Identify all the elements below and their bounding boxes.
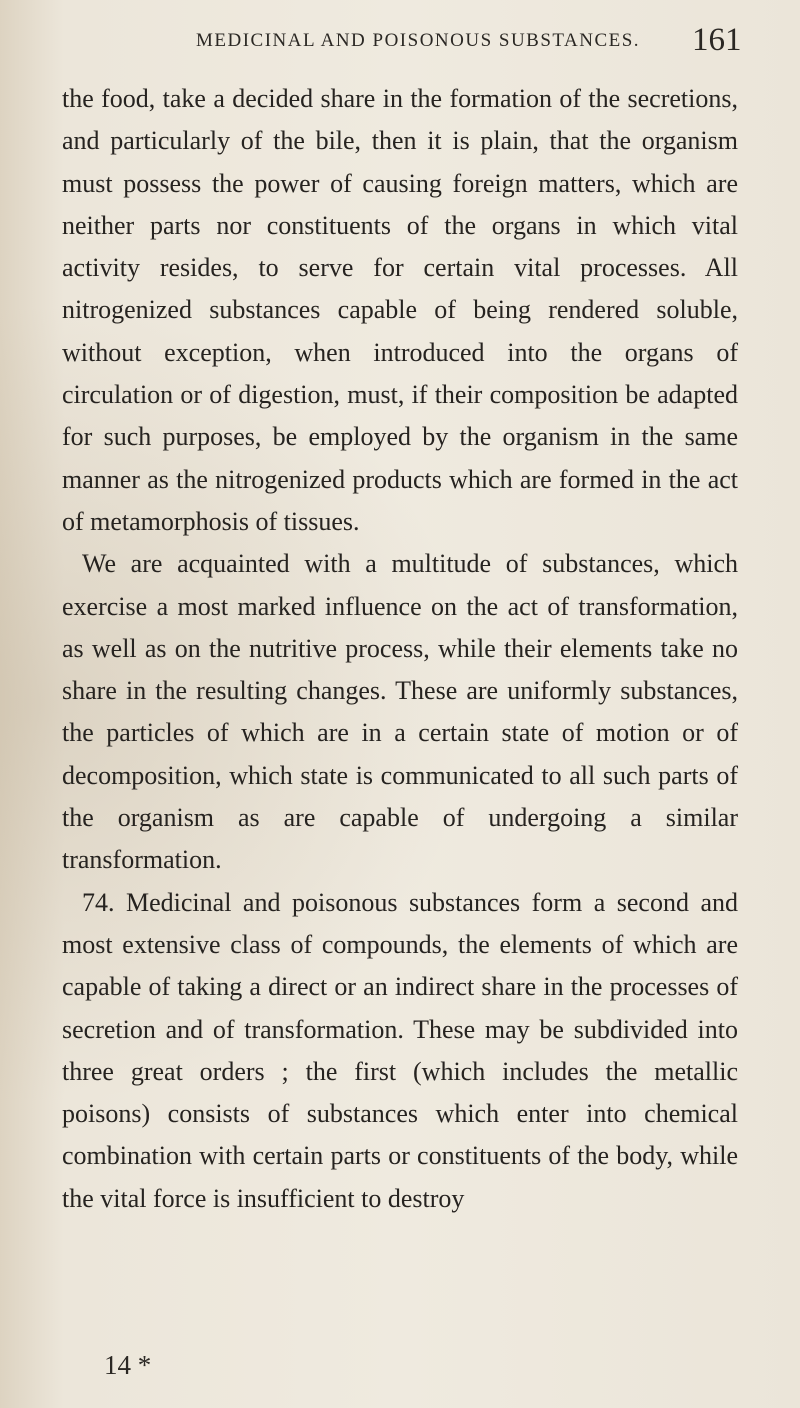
paragraph-substances-influence: We are acquainted with a multitude of substances, which exercise a most marked influence on the act of transformation, as well as on the nutritive process, while their elements take no share in the resulting changes. These are uniformly substances, the particles of which are in a certain state of motion or of decomposition, which state is communicated to all such parts of the organism as are capable of undergoing a similar transformation. — [62, 549, 738, 875]
paragraph-continuation: the food, take a decided share in the formation of the secretions, and particularly of the bile, then it is plain, that the organism must possess the power of causing foreign matters, which are neither parts nor constituents of the organs in which vital activity resides, to serve for certain vital processes. All nitrogenized substances capable of being rendered soluble, without exception, when introduced into the organs of circulation or of digestion, must, if their composition be adapted for such purposes, be employed by the organism in the same manner as the nitrogenized products which are formed in the act of metamorphosis of tissues. — [62, 84, 738, 536]
paragraph-section-74: 74. Medicinal and poisonous substances form a second and most extensive class of compounds, the elements of which are capable of taking a direct or an indirect share in the processes of secretion and of transformation. These may be subdivided into three great orders ; the first (which includes the metallic poisons) consists of substances which enter into chemical combination with certain parts or constituents of the body, while the vital force is insufficient to destroy — [62, 887, 738, 1213]
body-text — [62, 78, 738, 1220]
running-head: MEDICINAL AND POISONOUS SUBSTANCES. — [196, 30, 641, 51]
signature-mark: 14 * — [104, 1350, 152, 1380]
page-number: 161 — [692, 22, 742, 58]
